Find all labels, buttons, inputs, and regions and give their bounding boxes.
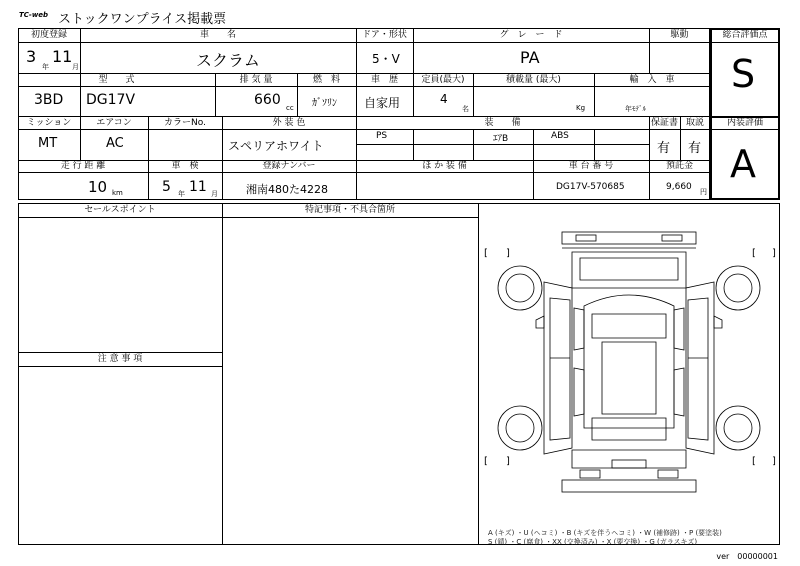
model-value: DG17V — [86, 92, 136, 108]
history-label: 車 歴 — [370, 75, 398, 85]
equipment-label: 装 備 — [484, 118, 521, 128]
manual-value: 有 — [688, 141, 702, 156]
door-type-label: ドア・形状 — [362, 30, 407, 40]
door-type-value: 5・V — [372, 52, 400, 66]
bracket-tr-close: ] — [772, 248, 776, 259]
overall-grade-value: S — [731, 52, 756, 96]
inspection-month: 11 — [189, 179, 207, 195]
special-notes-label: 特記事項・不具合箇所 — [304, 205, 395, 215]
legend-line-1: A (キズ) ・U (ヘコミ) ・B (キズを伴うヘコミ) ・W (補修跡) ・P (要塗装) — [488, 529, 722, 537]
equip-3: ｴｱB — [493, 134, 509, 144]
car-damage-diagram — [480, 218, 778, 528]
import-year-model: 年ﾓﾃﾞﾙ — [625, 105, 646, 113]
inspection-month-unit: 月 — [211, 190, 218, 198]
bracket-br-close: ] — [772, 456, 776, 467]
aircon-value: AC — [106, 136, 124, 151]
first-reg-label: 初度登録 — [30, 30, 67, 40]
model-prefix: 3BD — [34, 92, 64, 108]
bracket-bl-open: [ — [484, 456, 488, 467]
plate-label: 登録ナンバー — [262, 161, 316, 171]
caution-label: 注 意 事 項 — [97, 354, 143, 364]
exterior-color-value: スペリアホワイト — [228, 139, 324, 153]
load-unit: Kg — [576, 104, 586, 112]
chassis-value: DG17V-570685 — [556, 182, 625, 192]
first-reg-month-unit: 月 — [72, 63, 79, 71]
first-reg-year: 3 — [26, 47, 37, 66]
interior-grade-value: A — [730, 142, 756, 186]
inspection-year-unit: 年 — [178, 190, 185, 198]
car-name-value: スクラム — [196, 51, 260, 70]
history-value: 自家用 — [364, 96, 401, 110]
capacity-unit: 名 — [462, 105, 469, 113]
mission-value: MT — [38, 136, 58, 151]
warranty-value: 有 — [657, 141, 671, 156]
cc-unit: cc — [286, 104, 294, 112]
inspection-label: 車 検 — [171, 161, 199, 171]
fuel-value: ｶﾞｿﾘﾝ — [312, 98, 337, 109]
plate-value: 湘南480た4228 — [246, 183, 328, 196]
grade-value: PA — [520, 48, 540, 67]
displacement-label: 排 気 量 — [239, 75, 273, 85]
mission-label: ミッション — [26, 118, 72, 128]
grade-label: グ レ ー ド — [499, 30, 563, 40]
equip-4: ABS — [551, 131, 569, 141]
equip-1: PS — [376, 131, 388, 141]
import-label: 輸 入 車 — [629, 75, 675, 85]
page-title: ストックワンプライス掲載票 — [58, 12, 227, 27]
km-unit: km — [112, 189, 123, 197]
bracket-tl-close: ] — [506, 248, 510, 259]
aircon-label: エアコン — [96, 118, 132, 128]
other-equip-label: ほ か 装 備 — [422, 161, 467, 171]
model-label: 型 式 — [98, 75, 135, 85]
inspection-year: 5 — [162, 179, 171, 195]
car-name-label: 車 名 — [199, 30, 236, 40]
chassis-label: 車 台 番 号 — [568, 161, 614, 171]
deposit-label: 預託金 — [665, 161, 693, 171]
displacement-value: 660 — [254, 92, 281, 108]
capacity-label: 定員(最大) — [421, 75, 465, 85]
capacity-value: 4 — [440, 92, 448, 106]
overall-grade-label: 総合評価点 — [722, 30, 768, 40]
legend-line-2: S (錆) ・C (腐食) ・XX (交換済み) ・X (要交換) ・G (ガラスキズ) — [488, 538, 698, 546]
logo: TC-web — [19, 11, 49, 19]
manual-label: 取説 — [685, 118, 704, 128]
deposit-value: 9,660 — [666, 182, 692, 192]
warranty-label: 保証書 — [650, 118, 678, 128]
yen-unit: 円 — [700, 188, 707, 196]
version-label: ver 00000001 — [716, 552, 778, 561]
bracket-tl-open: [ — [484, 248, 488, 259]
bracket-br-open: [ — [752, 456, 756, 467]
drive-label: 駆動 — [670, 30, 689, 40]
mileage-label: 走 行 距 離 — [60, 161, 106, 171]
first-reg-month: 11 — [52, 47, 73, 66]
color-no-label: カラーNo. — [164, 118, 206, 128]
bracket-bl-close: ] — [506, 456, 510, 467]
sales-point-label: セールスポイント — [84, 205, 156, 215]
spec-table — [18, 28, 710, 200]
exterior-color-label: 外 装 色 — [272, 118, 306, 128]
damage-legend — [488, 529, 722, 547]
fuel-label: 燃 料 — [312, 75, 340, 85]
bracket-tr-open: [ — [752, 248, 756, 259]
mileage-value: 10 — [88, 178, 108, 196]
first-reg-year-unit: 年 — [42, 63, 49, 71]
load-label: 積載量 (最大) — [506, 75, 561, 85]
interior-grade-label: 内装評価 — [726, 118, 763, 128]
